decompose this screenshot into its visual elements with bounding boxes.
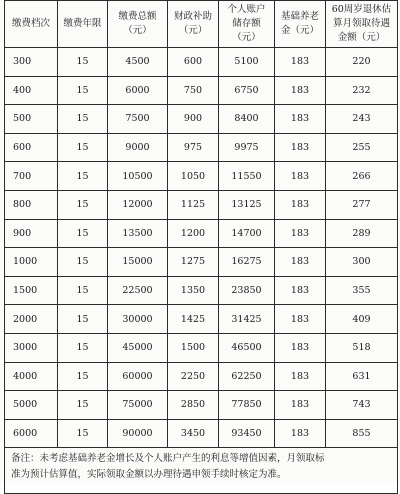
table-row (5, 105, 398, 134)
cell-fiscal-subsidy: 975 (168, 133, 219, 162)
cell-contribution-years: 15 (58, 419, 108, 448)
note-line-2: 准为预计估算值，实际领取金额以办理待遇申领手续时核定为准。 (11, 469, 287, 481)
header-text: 缴费年限 (63, 18, 102, 29)
cell-fiscal-subsidy: 1425 (168, 305, 219, 334)
cell-contribution-level: 1500 (5, 276, 58, 305)
header-text: 储存额 (232, 18, 261, 29)
header-contribution-years (58, 1, 108, 48)
header-text: 基础养老 (280, 11, 319, 22)
cell-fiscal-subsidy: 1275 (168, 248, 219, 277)
table-body (5, 48, 398, 448)
header-text: （元） (178, 25, 208, 36)
cell-fiscal-subsidy: 2250 (168, 362, 219, 391)
cell-personal-account: 23850 (219, 276, 275, 305)
cell-basic-pension: 183 (275, 219, 326, 248)
table-row (5, 276, 398, 305)
table-row (5, 305, 398, 334)
cell-contribution-level: 400 (5, 76, 58, 105)
cell-fiscal-subsidy: 2850 (168, 391, 219, 420)
cell-personal-account: 93450 (219, 419, 275, 448)
table-row (5, 48, 398, 77)
header-total-contribution (108, 1, 168, 48)
cell-monthly-benefit: 266 (326, 162, 398, 191)
cell-contribution-level: 5000 (5, 391, 58, 420)
cell-total-contribution: 6000 (108, 76, 168, 105)
cell-total-contribution: 15000 (108, 248, 168, 277)
cell-fiscal-subsidy: 600 (168, 48, 219, 77)
cell-personal-account: 14700 (219, 219, 275, 248)
header-text: 财政补助 (173, 11, 212, 22)
cell-personal-account: 8400 (219, 105, 275, 134)
cell-contribution-years: 15 (58, 76, 108, 105)
cell-contribution-years: 15 (58, 133, 108, 162)
cell-total-contribution: 90000 (108, 419, 168, 448)
cell-total-contribution: 22500 (108, 276, 168, 305)
cell-monthly-benefit: 518 (326, 333, 398, 362)
cell-total-contribution: 9000 (108, 133, 168, 162)
cell-personal-account: 77850 (219, 391, 275, 420)
cell-personal-account: 11550 (219, 162, 275, 191)
cell-basic-pension: 183 (275, 333, 326, 362)
cell-total-contribution: 60000 (108, 362, 168, 391)
cell-basic-pension: 183 (275, 162, 326, 191)
note-line-1: 备注：未考虑基础养老金增长及个人账户产生的利息等增值因素，月领取标 (11, 453, 325, 465)
cell-contribution-years: 15 (58, 190, 108, 219)
header-text: 个人账户 (227, 4, 266, 15)
header-fiscal-subsidy (168, 1, 219, 48)
header-text: 缴费档次 (11, 18, 50, 29)
header-text: 60周岁退休估 (331, 4, 392, 15)
cell-basic-pension: 183 (275, 305, 326, 334)
cell-fiscal-subsidy: 1200 (168, 219, 219, 248)
cell-monthly-benefit: 300 (326, 248, 398, 277)
cell-contribution-level: 300 (5, 48, 58, 77)
table-row (5, 133, 398, 162)
cell-total-contribution: 10500 (108, 162, 168, 191)
cell-monthly-benefit: 409 (326, 305, 398, 334)
cell-contribution-years: 15 (58, 48, 108, 77)
cell-monthly-benefit: 243 (326, 105, 398, 134)
cell-total-contribution: 12000 (108, 190, 168, 219)
header-monthly-benefit (326, 1, 398, 48)
header-basic-pension (275, 1, 326, 48)
cell-total-contribution: 4500 (108, 48, 168, 77)
table-row (5, 333, 398, 362)
table-row (5, 162, 398, 191)
note-row (5, 448, 398, 494)
cell-total-contribution: 30000 (108, 305, 168, 334)
table-row (5, 76, 398, 105)
cell-contribution-years: 15 (58, 105, 108, 134)
cell-monthly-benefit: 220 (326, 48, 398, 77)
cell-fiscal-subsidy: 3450 (168, 419, 219, 448)
header-text: （元） (232, 32, 261, 43)
cell-monthly-benefit: 277 (326, 190, 398, 219)
cell-personal-account: 31425 (219, 305, 275, 334)
cell-fiscal-subsidy: 1350 (168, 276, 219, 305)
cell-contribution-level: 2000 (5, 305, 58, 334)
cell-personal-account: 9975 (219, 133, 275, 162)
cell-personal-account: 13125 (219, 190, 275, 219)
cell-basic-pension: 183 (275, 362, 326, 391)
header-text: （元） (123, 25, 152, 36)
cell-contribution-years: 15 (58, 248, 108, 277)
cell-basic-pension: 183 (275, 48, 326, 77)
cell-basic-pension: 183 (275, 248, 326, 277)
cell-contribution-years: 15 (58, 162, 108, 191)
table-row (5, 419, 398, 448)
cell-total-contribution: 75000 (108, 391, 168, 420)
cell-contribution-years: 15 (58, 362, 108, 391)
header-text: 缴费总额 (118, 11, 157, 22)
cell-basic-pension: 183 (275, 276, 326, 305)
cell-contribution-years: 15 (58, 276, 108, 305)
header-personal-account (219, 1, 275, 48)
cell-monthly-benefit: 631 (326, 362, 398, 391)
cell-personal-account: 5100 (219, 48, 275, 77)
header-contribution-level (5, 1, 58, 48)
cell-contribution-level: 900 (5, 219, 58, 248)
table-footer (5, 448, 398, 494)
header-text: 金额（元） (337, 32, 386, 43)
cell-total-contribution: 7500 (108, 105, 168, 134)
cell-personal-account: 46500 (219, 333, 275, 362)
cell-monthly-benefit: 289 (326, 219, 398, 248)
note-cell (5, 448, 398, 494)
cell-fiscal-subsidy: 1050 (168, 162, 219, 191)
cell-contribution-level: 3000 (5, 333, 58, 362)
cell-basic-pension: 183 (275, 419, 326, 448)
cell-personal-account: 6750 (219, 76, 275, 105)
table-row (5, 190, 398, 219)
header-text: 算月领取待遇 (332, 18, 390, 29)
cell-total-contribution: 45000 (108, 333, 168, 362)
cell-basic-pension: 183 (275, 133, 326, 162)
cell-personal-account: 16275 (219, 248, 275, 277)
cell-monthly-benefit: 355 (326, 276, 398, 305)
table-row (5, 248, 398, 277)
cell-contribution-years: 15 (58, 333, 108, 362)
cell-contribution-level: 1000 (5, 248, 58, 277)
cell-fiscal-subsidy: 1500 (168, 333, 219, 362)
cell-monthly-benefit: 232 (326, 76, 398, 105)
cell-fiscal-subsidy: 750 (168, 76, 219, 105)
table-row (5, 219, 398, 248)
cell-fiscal-subsidy: 1125 (168, 190, 219, 219)
cell-contribution-level: 4000 (5, 362, 58, 391)
cell-monthly-benefit: 855 (326, 419, 398, 448)
table-header (5, 1, 398, 48)
header-row (5, 1, 398, 48)
cell-contribution-level: 600 (5, 133, 58, 162)
cell-total-contribution: 13500 (108, 219, 168, 248)
table-row (5, 391, 398, 420)
cell-personal-account: 62250 (219, 362, 275, 391)
cell-contribution-years: 15 (58, 391, 108, 420)
pension-table (4, 0, 398, 494)
cell-basic-pension: 183 (275, 76, 326, 105)
cell-basic-pension: 183 (275, 190, 326, 219)
cell-monthly-benefit: 743 (326, 391, 398, 420)
cell-contribution-level: 500 (5, 105, 58, 134)
cell-contribution-level: 6000 (5, 419, 58, 448)
header-text: 金（元） (280, 25, 319, 36)
cell-fiscal-subsidy: 900 (168, 105, 219, 134)
cell-contribution-years: 15 (58, 305, 108, 334)
cell-contribution-years: 15 (58, 219, 108, 248)
cell-basic-pension: 183 (275, 391, 326, 420)
cell-contribution-level: 800 (5, 190, 58, 219)
table-row (5, 362, 398, 391)
cell-basic-pension: 183 (275, 105, 326, 134)
cell-monthly-benefit: 255 (326, 133, 398, 162)
cell-contribution-level: 700 (5, 162, 58, 191)
